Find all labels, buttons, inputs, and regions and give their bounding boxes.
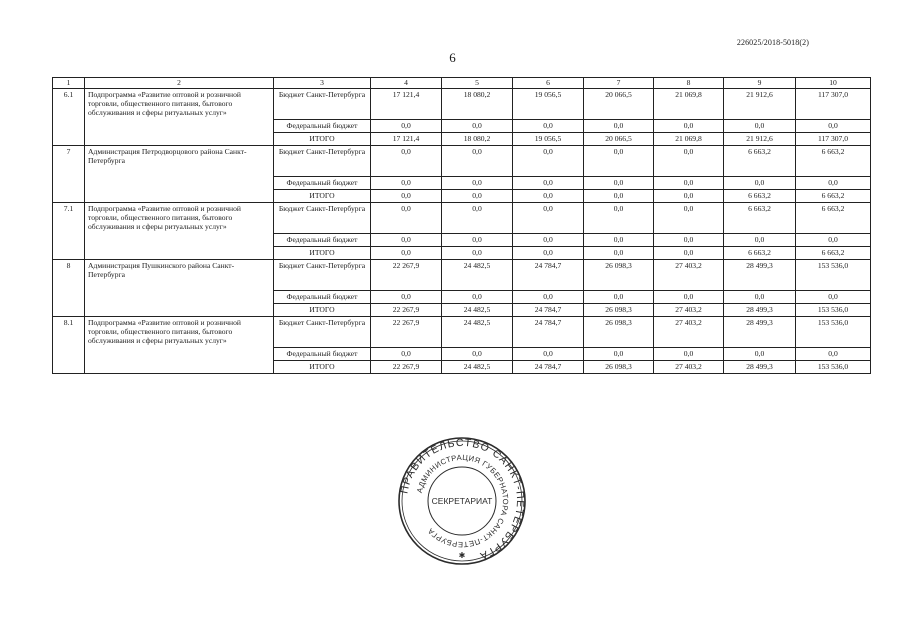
amount-cell: 0,0 — [513, 146, 584, 177]
amount-cell: 21 069,8 — [654, 133, 724, 146]
amount-cell: 0,0 — [442, 348, 513, 361]
amount-cell: 27 403,2 — [654, 304, 724, 317]
table-row — [53, 260, 871, 291]
funding-source: Федеральный бюджет — [274, 177, 371, 190]
amount-cell: 0,0 — [442, 203, 513, 234]
amount-cell: 0,0 — [513, 291, 584, 304]
table-row — [53, 89, 871, 120]
funding-source: Федеральный бюджет — [274, 120, 371, 133]
amount-cell: 0,0 — [654, 234, 724, 247]
amount-cell: 20 066,5 — [584, 133, 654, 146]
amount-cell: 0,0 — [584, 247, 654, 260]
amount-cell: 0,0 — [513, 190, 584, 203]
amount-cell: 19 056,5 — [513, 133, 584, 146]
document-id: 226025/2018-5018(2) — [736, 38, 809, 47]
amount-cell: 0,0 — [371, 234, 442, 247]
amount-cell: 0,0 — [724, 120, 796, 133]
amount-cell: 28 499,3 — [724, 260, 796, 291]
amount-cell: 0,0 — [724, 348, 796, 361]
amount-cell: 0,0 — [796, 120, 871, 133]
amount-cell: 0,0 — [654, 203, 724, 234]
column-header: 2 — [85, 78, 274, 89]
amount-cell: 0,0 — [371, 348, 442, 361]
amount-cell: 0,0 — [654, 120, 724, 133]
amount-cell: 0,0 — [371, 291, 442, 304]
funding-source: Бюджет Санкт-Петербурга — [274, 317, 371, 348]
row-number: 7.1 — [53, 203, 85, 260]
amount-cell: 0,0 — [584, 190, 654, 203]
row-number: 8 — [53, 260, 85, 317]
amount-cell: 0,0 — [442, 177, 513, 190]
amount-cell: 24 482,5 — [442, 317, 513, 348]
amount-cell: 0,0 — [584, 177, 654, 190]
amount-cell: 6 663,2 — [796, 203, 871, 234]
amount-cell: 0,0 — [442, 291, 513, 304]
funding-source: Федеральный бюджет — [274, 291, 371, 304]
amount-cell: 0,0 — [654, 348, 724, 361]
funding-source: Бюджет Санкт-Петербурга — [274, 146, 371, 177]
table-row — [53, 146, 871, 177]
amount-cell: 17 121,4 — [371, 133, 442, 146]
amount-cell: 24 784,7 — [513, 304, 584, 317]
table-row — [53, 203, 871, 234]
amount-cell: 24 482,5 — [442, 304, 513, 317]
amount-cell: 0,0 — [654, 177, 724, 190]
funding-source: ИТОГО — [274, 361, 371, 374]
star-icon: ✱ — [458, 551, 466, 560]
amount-cell: 24 482,5 — [442, 361, 513, 374]
amount-cell: 27 403,2 — [654, 317, 724, 348]
seal-inner-text: АДМИНИСТРАЦИЯ ГУБЕРНАТОРА САНКТ-ПЕТЕРБУРГА — [414, 452, 511, 550]
amount-cell: 0,0 — [796, 291, 871, 304]
page-number: 6 — [449, 50, 456, 65]
program-name: Подпрограмма «Развитие оптовой и розничной торговли, общественного питания, бытового обслуживания и сферы ритуальных услуг» — [85, 203, 274, 260]
amount-cell: 0,0 — [724, 177, 796, 190]
amount-cell: 0,0 — [513, 120, 584, 133]
secretariat-seal — [397, 436, 527, 566]
amount-cell: 22 267,9 — [371, 304, 442, 317]
column-header: 3 — [274, 78, 371, 89]
amount-cell: 0,0 — [796, 234, 871, 247]
amount-cell: 19 056,5 — [513, 89, 584, 120]
amount-cell: 0,0 — [584, 203, 654, 234]
funding-source: ИТОГО — [274, 190, 371, 203]
column-header: 8 — [654, 78, 724, 89]
row-number: 7 — [53, 146, 85, 203]
amount-cell: 21 912,6 — [724, 133, 796, 146]
amount-cell: 0,0 — [654, 291, 724, 304]
amount-cell: 0,0 — [654, 146, 724, 177]
amount-cell: 0,0 — [442, 190, 513, 203]
amount-cell: 0,0 — [371, 120, 442, 133]
amount-cell: 21 912,6 — [724, 89, 796, 120]
column-header: 7 — [584, 78, 654, 89]
column-header: 6 — [513, 78, 584, 89]
row-number: 8.1 — [53, 317, 85, 374]
amount-cell: 0,0 — [796, 348, 871, 361]
amount-cell: 0,0 — [442, 146, 513, 177]
column-header: 4 — [371, 78, 442, 89]
funding-source: Бюджет Санкт-Петербурга — [274, 203, 371, 234]
amount-cell: 26 098,3 — [584, 304, 654, 317]
amount-cell: 26 098,3 — [584, 317, 654, 348]
amount-cell: 0,0 — [796, 177, 871, 190]
amount-cell: 153 536,0 — [796, 260, 871, 291]
amount-cell: 0,0 — [654, 190, 724, 203]
amount-cell: 24 784,7 — [513, 361, 584, 374]
amount-cell: 6 663,2 — [724, 247, 796, 260]
funding-source: Федеральный бюджет — [274, 234, 371, 247]
amount-cell: 0,0 — [371, 247, 442, 260]
amount-cell: 28 499,3 — [724, 361, 796, 374]
table-header-row — [53, 78, 871, 89]
amount-cell: 0,0 — [442, 120, 513, 133]
program-name: Администрация Пушкинского района Санкт-Петербурга — [85, 260, 274, 317]
program-name: Администрация Петродворцового района Санкт-Петербурга — [85, 146, 274, 203]
amount-cell: 22 267,9 — [371, 260, 442, 291]
amount-cell: 27 403,2 — [654, 361, 724, 374]
column-header: 5 — [442, 78, 513, 89]
program-name: Подпрограмма «Развитие оптовой и розничной торговли, общественного питания, бытового обслуживания и сферы ритуальных услуг» — [85, 89, 274, 146]
amount-cell: 6 663,2 — [796, 247, 871, 260]
amount-cell: 0,0 — [513, 203, 584, 234]
amount-cell: 22 267,9 — [371, 361, 442, 374]
column-header: 10 — [796, 78, 871, 89]
amount-cell: 0,0 — [513, 234, 584, 247]
funding-source: ИТОГО — [274, 304, 371, 317]
amount-cell: 24 482,5 — [442, 260, 513, 291]
program-name: Подпрограмма «Развитие оптовой и розничной торговли, общественного питания, бытового обслуживания и сферы ритуальных услуг» — [85, 317, 274, 374]
amount-cell: 117 307,0 — [796, 133, 871, 146]
amount-cell: 0,0 — [371, 190, 442, 203]
amount-cell: 26 098,3 — [584, 361, 654, 374]
amount-cell: 18 080,2 — [442, 133, 513, 146]
amount-cell: 0,0 — [513, 247, 584, 260]
seal-center-text: СЕКРЕТАРИАТ — [431, 496, 493, 506]
amount-cell: 26 098,3 — [584, 260, 654, 291]
seal-outer-text: ПРАВИТЕЛЬСТВО САНКТ-ПЕТЕРБУРГА — [398, 436, 527, 563]
amount-cell: 153 536,0 — [796, 361, 871, 374]
amount-cell: 17 121,4 — [371, 89, 442, 120]
funding-source: ИТОГО — [274, 247, 371, 260]
amount-cell: 0,0 — [371, 146, 442, 177]
amount-cell: 0,0 — [584, 234, 654, 247]
amount-cell: 28 499,3 — [724, 317, 796, 348]
amount-cell: 6 663,2 — [724, 203, 796, 234]
funding-source: ИТОГО — [274, 133, 371, 146]
amount-cell: 21 069,8 — [654, 89, 724, 120]
amount-cell: 0,0 — [513, 177, 584, 190]
amount-cell: 0,0 — [584, 291, 654, 304]
column-header: 1 — [53, 78, 85, 89]
table-row — [53, 317, 871, 348]
amount-cell: 0,0 — [371, 177, 442, 190]
amount-cell: 0,0 — [513, 348, 584, 361]
amount-cell: 18 080,2 — [442, 89, 513, 120]
amount-cell: 153 536,0 — [796, 304, 871, 317]
amount-cell: 28 499,3 — [724, 304, 796, 317]
amount-cell: 0,0 — [654, 247, 724, 260]
amount-cell: 24 784,7 — [513, 317, 584, 348]
amount-cell: 6 663,2 — [796, 190, 871, 203]
amount-cell: 0,0 — [442, 247, 513, 260]
amount-cell: 0,0 — [442, 234, 513, 247]
column-header: 9 — [724, 78, 796, 89]
amount-cell: 0,0 — [584, 120, 654, 133]
amount-cell: 117 307,0 — [796, 89, 871, 120]
amount-cell: 22 267,9 — [371, 317, 442, 348]
amount-cell: 0,0 — [584, 146, 654, 177]
amount-cell: 0,0 — [584, 348, 654, 361]
budget-table — [52, 77, 871, 374]
amount-cell: 0,0 — [724, 291, 796, 304]
amount-cell: 20 066,5 — [584, 89, 654, 120]
amount-cell: 24 784,7 — [513, 260, 584, 291]
amount-cell: 153 536,0 — [796, 317, 871, 348]
funding-source: Бюджет Санкт-Петербурга — [274, 260, 371, 291]
funding-source: Федеральный бюджет — [274, 348, 371, 361]
amount-cell: 6 663,2 — [796, 146, 871, 177]
row-number: 6.1 — [53, 89, 85, 146]
funding-source: Бюджет Санкт-Петербурга — [274, 89, 371, 120]
amount-cell: 0,0 — [371, 203, 442, 234]
amount-cell: 6 663,2 — [724, 190, 796, 203]
amount-cell: 27 403,2 — [654, 260, 724, 291]
amount-cell: 6 663,2 — [724, 146, 796, 177]
amount-cell: 0,0 — [724, 234, 796, 247]
